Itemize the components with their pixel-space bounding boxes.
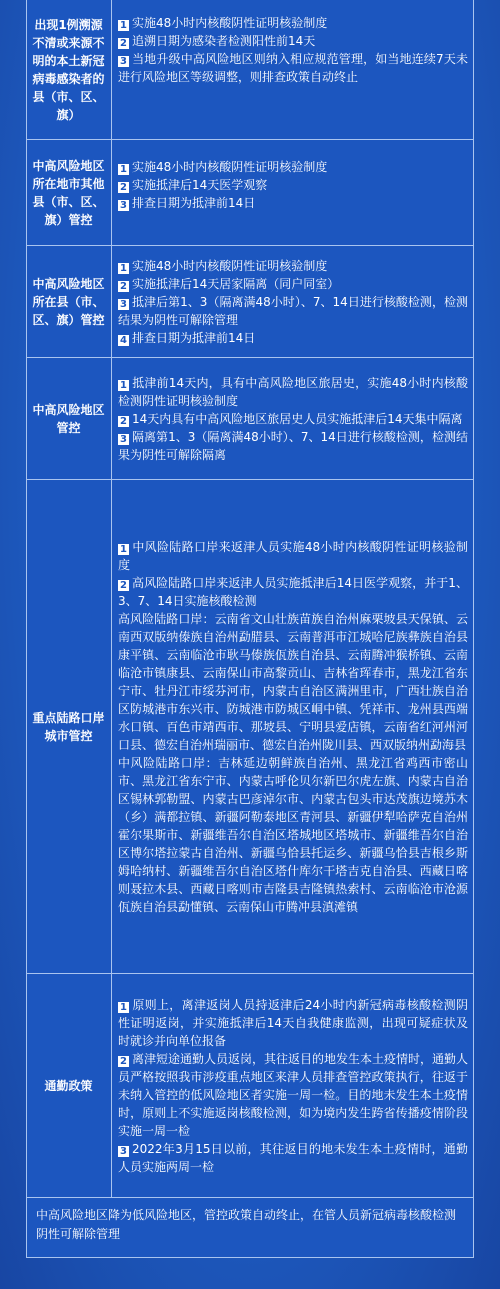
number-badge: 3: [118, 56, 129, 67]
number-badge: 1: [118, 544, 129, 555]
row-label-cell: [26, 246, 112, 357]
item-text: 高风险陆路口岸来返津人员实施抵津后14日医学观察，并于1、3、7、14日实施核酸检测: [118, 575, 468, 608]
list-item: [118, 329, 468, 347]
row-label: 中高风险地区管控: [32, 402, 105, 435]
row-label: 出现1例溯源不清或来源不明的本土新冠病毒感染者的县（市、区、旗）: [32, 17, 105, 122]
number-badge: 1: [118, 380, 129, 391]
item-text: 实施48小时内核酸阴性证明核验制度: [132, 16, 328, 30]
list-item: [118, 574, 468, 610]
item-text: 原则上，离津返岗人员持返津后24小时内新冠病毒核酸检测阴性证明返岗，并实施抵津后14天自我健康监测，出现可疑症状及时就诊并向单位报备: [118, 997, 468, 1048]
number-badge: 1: [118, 1002, 129, 1013]
list-item: [118, 410, 468, 428]
high-risk-ports-text: 高风险陆路口岸：云南省文山壮族苗族自治州麻栗坡县天保镇、云南西双版纳傣族自治州勐腊县、云南普洱市江城哈尼族彝族自治县康平镇、云南临沧市耿马傣族佤族自治县、云南腾冲猴桥镇、云南临沧市镇康县、云南保山市高黎贡山、吉林省珲春市，黑龙江省东宁市、牡丹江市绥芬河市，内蒙古自治区满洲里市，广西壮族自治区防城港市东兴市、防城港市防城区峒中镇、凭祥市、龙州县西端水口镇、百色市靖西市、那坡县、宁明县爱店镇，云南省红河州河口县、德宏自治州瑞丽市、德宏自治州陇川县、西双版纳州勐海县: [118, 611, 468, 752]
item-text: 实施48小时内核酸阴性证明核验制度: [132, 160, 328, 174]
list-item: [118, 538, 468, 574]
list-item: [118, 275, 468, 293]
row-label-cell: [26, 974, 112, 1197]
item-text: 中风险陆路口岸来返津人员实施48小时内核酸阴性证明核验制度: [118, 539, 468, 572]
number-badge: 2: [118, 1056, 129, 1067]
number-badge: 4: [118, 335, 129, 346]
list-item: [118, 257, 468, 275]
list-item: [118, 32, 468, 50]
item-text: 抵津前14天内，具有中高风险地区旅居史，实施48小时内核酸检测阴性证明核验制度: [118, 375, 468, 408]
list-item: [118, 428, 468, 464]
list-item: [118, 176, 468, 194]
number-badge: 1: [118, 263, 129, 274]
number-badge: 3: [118, 299, 129, 310]
item-text: 排查日期为抵津前14日: [132, 330, 256, 345]
row-label: 中高风险地区所在县（市、区、旗）管控: [32, 276, 105, 327]
medium-risk-ports-text: 中风险陆路口岸：吉林延边朝鲜族自治州、黑龙江省鸡西市密山市、黑龙江省东宁市、内蒙古呼伦贝尔新巴尔虎左旗、内蒙古自治区锡林郭勒盟、内蒙古巴彦淖尔市、内蒙古包头市达茂旗边境苏木（乡）满都拉镇、新疆阿勒泰地区青河县、新疆伊犁哈萨克自治州霍尔果斯市、新疆维吾尔自治区塔城地区塔城市、新疆维吾尔自治区博尔塔拉蒙古自治州、新疆乌恰县托运乡、新疆乌恰县吉根乡斯姆哈纳村、新疆维吾尔自治区塔什库尔干塔吉克自治县、西藏日喀则聂拉木县、西藏日喀则市吉隆县吉隆镇热索村、云南临沧市沧源佤族自治县勐懂镇、云南保山市腾冲县滇滩镇: [118, 755, 468, 914]
row-content: [112, 246, 474, 357]
item-text: 当地升级中高风险地区则纳入相应规范管理，如当地连续7天未进行风险地区等级调整，则排查政策自动终止: [118, 52, 468, 84]
list-item: [118, 1050, 468, 1140]
table-row: [26, 480, 474, 974]
item-text: 抵津后第1、3（隔离满48小时）、7、14日进行核酸检测，检测结果为阴性可解除管理: [118, 294, 468, 327]
footer-note: 中高风险地区降为低风险地区，管控政策自动终止，在管人员新冠病毒核酸检测阴性可解除管理: [36, 1208, 457, 1241]
table-row: [26, 974, 474, 1198]
list-item: [118, 14, 468, 32]
number-badge: 2: [118, 38, 129, 49]
number-badge: 2: [118, 182, 129, 193]
item-text: 2022年3月15日以前，其往返目的地未发生本土疫情时，通勤人员实施两周一检: [118, 1141, 468, 1174]
list-item: [118, 1140, 468, 1176]
item-text: 离津短途通勤人员返岗，其往返目的地发生本土疫情时，通勤人员严格按照我市涉疫重点地区来津人员排查管控政策执行，往返于未纳入管控的低风险地区者实施一周一检。目的地未发生本土疫情时，原则上不实施返岗核酸检测，如为境内发生跨省传播疫情阶段实施一周一检: [118, 1051, 469, 1138]
row-content: [112, 480, 474, 973]
table-row: [26, 358, 474, 480]
list-item: [118, 996, 468, 1050]
table-row: [26, 140, 474, 246]
number-badge: 3: [118, 434, 129, 445]
item-text: 排查日期为抵津前14日: [132, 196, 256, 210]
row-label-cell: [26, 140, 112, 245]
number-badge: 1: [118, 20, 129, 31]
row-content: [112, 0, 474, 139]
item-text: 隔离第1、3（隔离满48小时）、7、14日进行核酸检测，检测结果为阴性可解除隔离: [118, 429, 468, 462]
list-item: [118, 293, 468, 329]
table-row: [26, 0, 474, 140]
row-content: [112, 358, 474, 479]
list-item: [118, 158, 468, 176]
number-badge: 2: [118, 416, 129, 427]
row-label-cell: [26, 358, 112, 479]
row-content: [112, 140, 474, 245]
number-badge: 2: [118, 580, 129, 591]
item-text: 实施抵津后14天居家隔离（同户同室）: [132, 276, 340, 291]
list-item: [118, 194, 468, 212]
list-item: [118, 374, 468, 410]
row-content: [112, 974, 474, 1197]
row-label-cell: [26, 0, 112, 139]
list-item: [118, 50, 468, 86]
number-badge: 2: [118, 281, 129, 292]
item-text: 实施抵津后14天医学观察: [132, 178, 268, 192]
number-badge: 3: [118, 200, 129, 211]
row-label: 中高风险地区所在地市其他县（市、区、旗）管控: [32, 158, 105, 227]
row-label-cell: [26, 480, 112, 973]
item-text: 14天内具有中高风险地区旅居史人员实施抵津后14天集中隔离: [132, 411, 463, 426]
row-label: 重点陆路口岸城市管控: [32, 710, 105, 743]
item-text: 追溯日期为感染者检测阳性前14天: [132, 34, 316, 48]
number-badge: 1: [118, 164, 129, 175]
number-badge: 3: [118, 1146, 129, 1157]
row-label: 通勤政策: [44, 1078, 93, 1093]
table-row: [26, 246, 474, 358]
item-text: 实施48小时内核酸阴性证明核验制度: [132, 258, 328, 273]
